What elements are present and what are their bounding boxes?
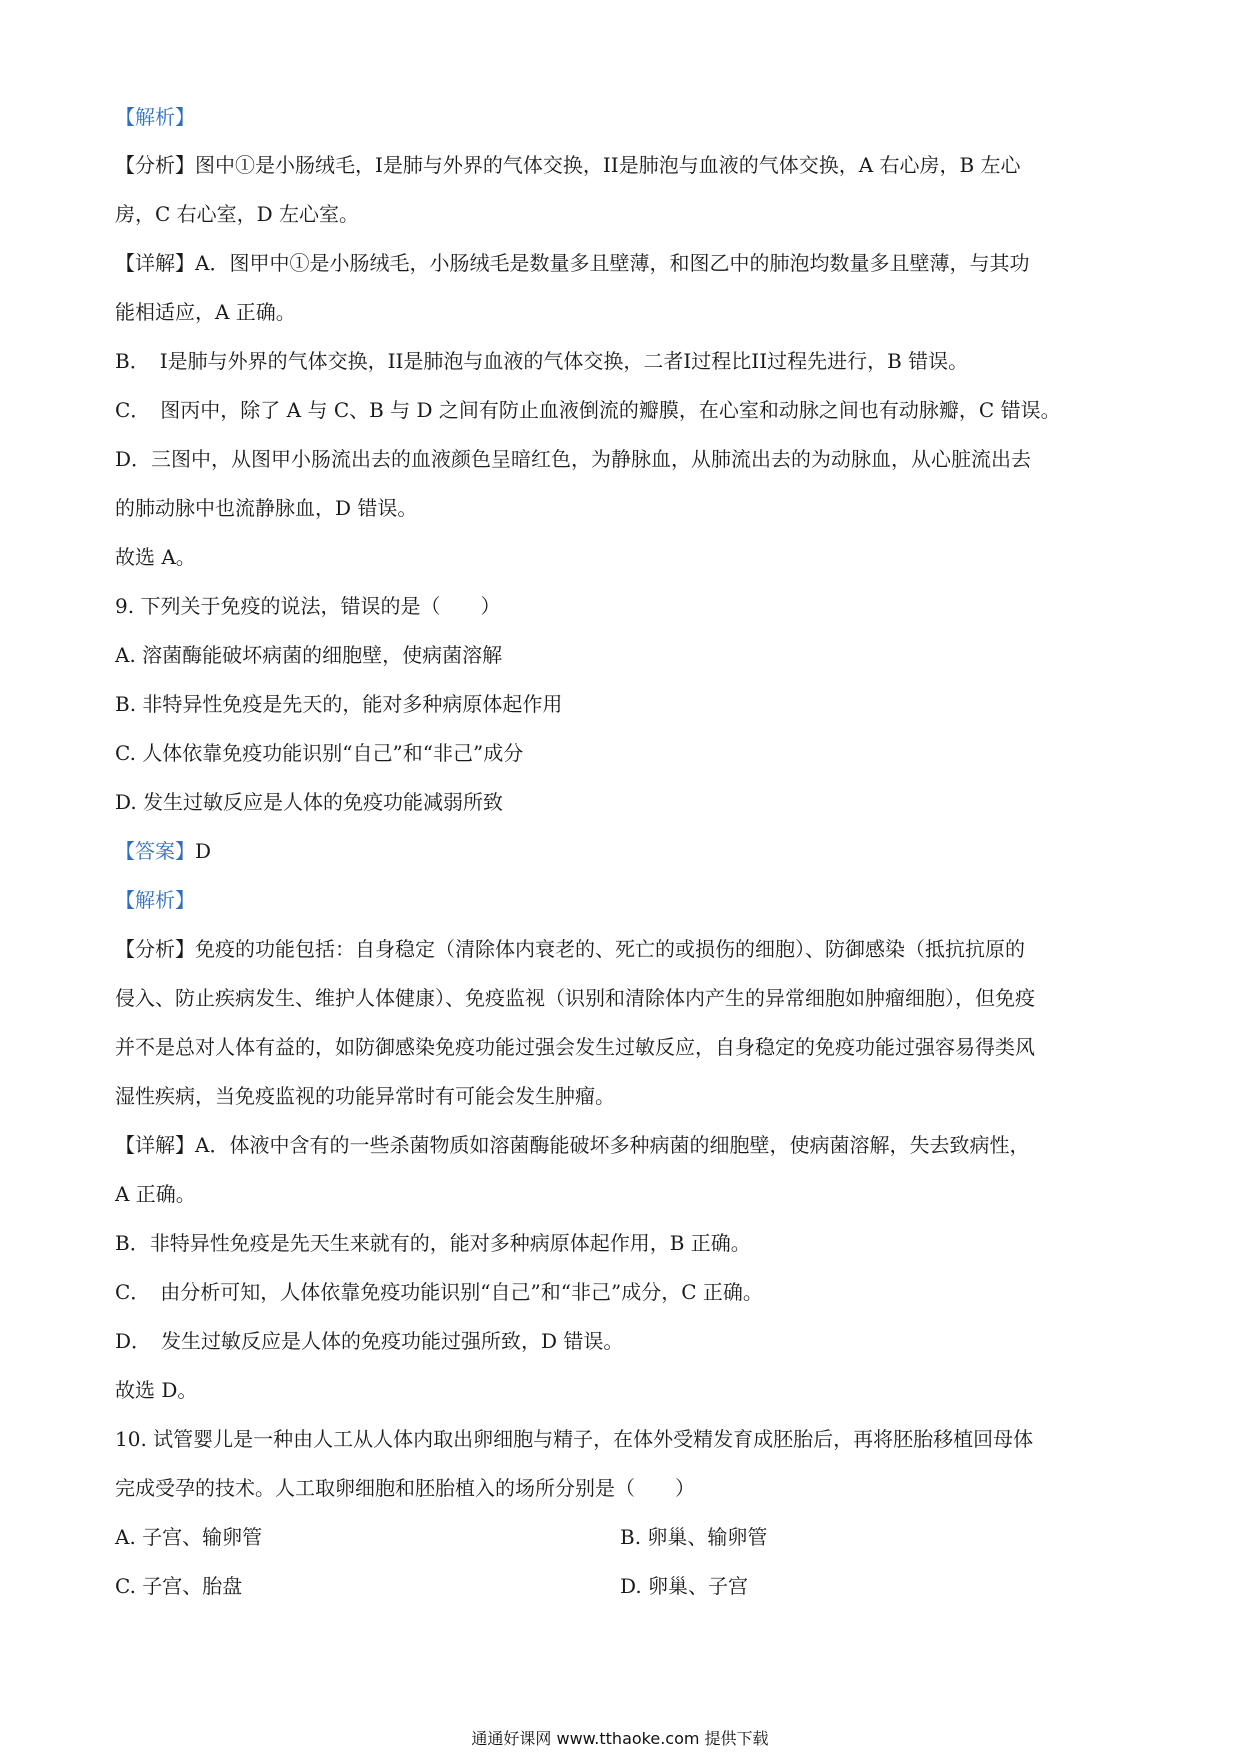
q9-answer-line xyxy=(115,837,211,865)
q8-option-d-explain-1: D．三图中，从图甲小肠流出去的血液颜色呈暗红色，为静脉血，从肺流出去的为动脉血，从心脏流出去 xyxy=(115,447,1032,471)
q10-option-b: B. 卵巢、输卵管 xyxy=(620,1525,768,1549)
q9-fenxi-line-2: 侵入、防止疾病发生、维护人体健康）、免疫监视（识别和清除体内产生的异常细胞如肿瘤细胞），但免疫 xyxy=(115,986,1035,1010)
page-footer: 通通好课网 www.tthaoke.com 提供下载 xyxy=(471,1729,769,1748)
q9-fenxi-line-3: 并不是总对人体有益的，如防御感染免疫功能过强会发生过敏反应，自身稳定的免疫功能过强容易得类风 xyxy=(115,1035,1035,1059)
q9-xiangjie-line-1 xyxy=(115,1131,1029,1159)
q9-conclusion: 故选 D。 xyxy=(115,1378,198,1402)
q8-fenxi-tag: 【分析】 xyxy=(115,153,195,177)
q10-option-c: C. 子宫、胎盘 xyxy=(115,1574,243,1598)
q9-stem: 9. 下列关于免疫的说法，错误的是（ ） xyxy=(115,594,501,618)
q9-option-d-explain: D． 发生过敏反应是人体的免疫功能过强所致，D 错误。 xyxy=(115,1329,624,1353)
q10-stem-line-1: 10. 试管婴儿是一种由人工从人体内取出卵细胞与精子，在体外受精发育成胚胎后，再将胚胎移植回母体 xyxy=(115,1427,1034,1451)
q9-fenxi-line-1 xyxy=(115,935,1025,963)
q8-xiangjie-line-1 xyxy=(115,249,1029,277)
q9-option-c: C. 人体依靠免疫功能识别“自己”和“非己”成分 xyxy=(115,741,524,765)
q8-fenxi-line-1 xyxy=(115,151,1021,179)
q9-jiexi-heading: 【解析】 xyxy=(115,888,195,912)
q9-option-d: D. 发生过敏反应是人体的免疫功能减弱所致 xyxy=(115,790,504,814)
q8-xiangjie-tag: 【详解】 xyxy=(115,251,195,275)
q10-stem-line-2: 完成受孕的技术。人工取卵细胞和胚胎植入的场所分别是（ ） xyxy=(115,1476,695,1500)
q9-option-a: A. 溶菌酶能破坏病菌的细胞壁，使病菌溶解 xyxy=(115,643,503,667)
q8-option-b-explain: B． I是肺与外界的气体交换，II是肺泡与血液的气体交换，二者I过程比II过程先进行，B 错误。 xyxy=(115,349,969,373)
q9-option-b: B. 非特异性免疫是先天的，能对多种病原体起作用 xyxy=(115,692,563,716)
q8-option-d-explain-2: 的肺动脉中也流静脉血，D 错误。 xyxy=(115,496,418,520)
q8-jiexi-heading: 【解析】 xyxy=(115,105,195,129)
q8-conclusion: 故选 A。 xyxy=(115,545,196,569)
q8-xiangjie-a-text-1: A．图甲中①是小肠绒毛，小肠绒毛是数量多且壁薄，和图乙中的肺泡均数量多且壁薄，与其功 xyxy=(195,251,1030,275)
q10-option-d: D. 卵巢、子宫 xyxy=(620,1574,749,1598)
q9-answer-tag: 【答案】 xyxy=(115,839,195,863)
q8-fenxi-text-1: 图中①是小肠绒毛，I是肺与外界的气体交换，II是肺泡与血液的气体交换，A 右心房，B 左心 xyxy=(195,153,1021,177)
q9-fenxi-tag: 【分析】 xyxy=(115,937,195,961)
q8-xiangjie-line-2: 能相适应，A 正确。 xyxy=(115,300,296,324)
q9-option-b-explain: B．非特异性免疫是先天生来就有的，能对多种病原体起作用，B 正确。 xyxy=(115,1231,751,1255)
q9-xiangjie-tag: 【详解】 xyxy=(115,1133,195,1157)
q9-fenxi-text-1: 免疫的功能包括：自身稳定（清除体内衰老的、死亡的或损伤的细胞）、防御感染（抵抗抗原的 xyxy=(195,937,1025,961)
q8-fenxi-line-2: 房，C 右心室，D 左心室。 xyxy=(115,202,360,226)
q9-answer-value: D xyxy=(195,839,212,863)
q9-fenxi-line-4: 湿性疾病，当免疫监视的功能异常时有可能会发生肿瘤。 xyxy=(115,1084,615,1108)
q9-option-c-explain: C． 由分析可知，人体依靠免疫功能识别“自己”和“非己”成分，C 正确。 xyxy=(115,1280,763,1304)
q8-option-c-explain: C． 图丙中，除了 A 与 C、B 与 D 之间有防止血液倒流的瓣膜，在心室和动脉之间也有动脉瓣，C 错误。 xyxy=(115,398,1061,422)
q9-xiangjie-line-2: A 正确。 xyxy=(115,1182,196,1206)
q9-xiangjie-a-text-1: A．体液中含有的一些杀菌物质如溶菌酶能破坏多种病菌的细胞壁，使病菌溶解，失去致病性， xyxy=(195,1133,1030,1157)
q10-option-a: A. 子宫、输卵管 xyxy=(115,1525,263,1549)
